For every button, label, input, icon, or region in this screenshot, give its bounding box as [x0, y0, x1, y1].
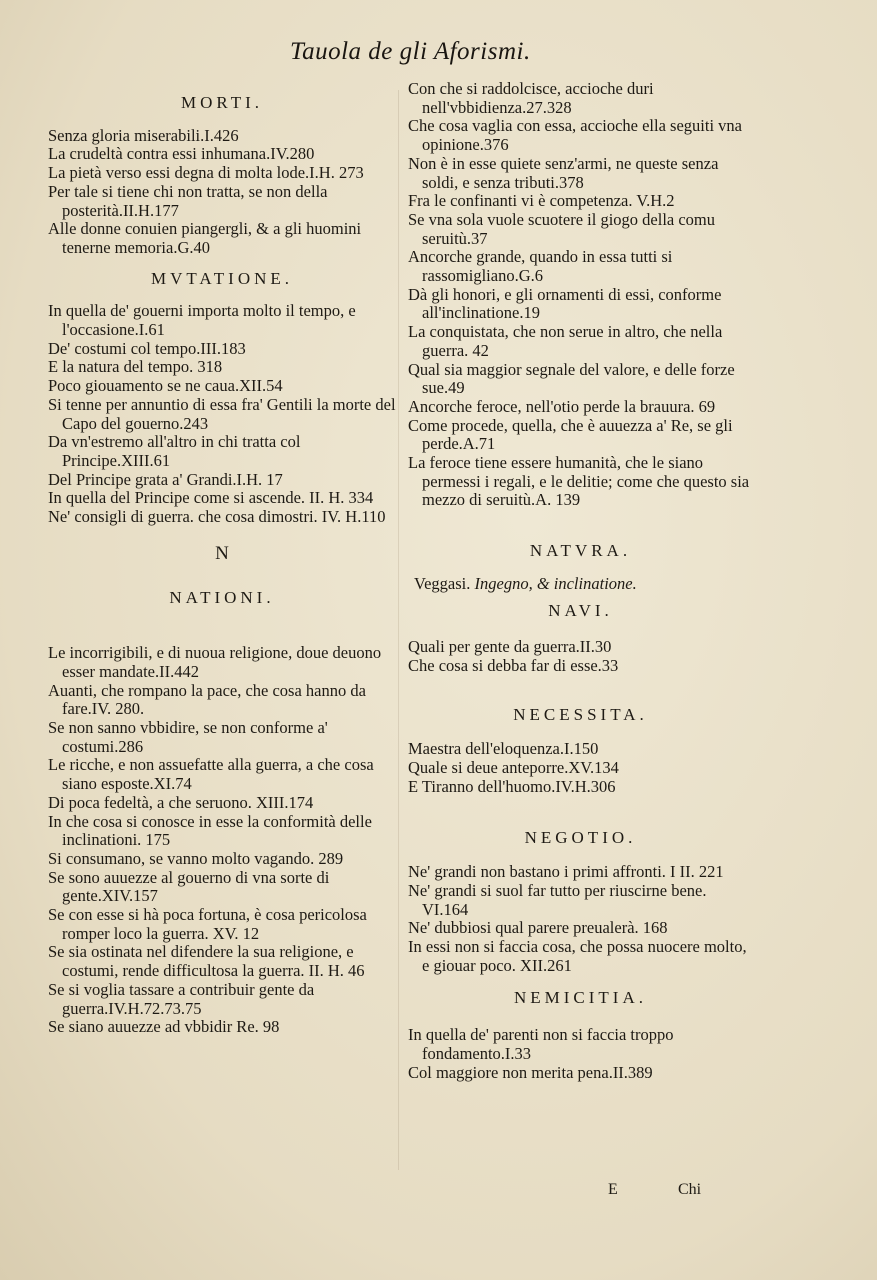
index-entry: Fra le confinanti vi è competenza. V.H.2	[408, 191, 675, 211]
index-entry: La conquistata, che non serue in altro, che nella guerra. 42	[408, 322, 723, 360]
index-entry: Non è in esse quiete senz'armi, ne queste senza soldi, e senza tributi.378	[408, 153, 719, 192]
index-entry: Ancorche grande, quando in essa tutti si rassomigliano.G.6	[408, 247, 673, 286]
index-entry: Maestra dell'eloquenza.I.150	[408, 739, 599, 759]
index-entry: Se vna sola vuole scuotere il giogo della comu seruitù.37	[408, 209, 716, 248]
section-heading-negotio: NEGOTIO.	[524, 827, 637, 847]
see-reference: Ingegno, & inclinatione.	[474, 573, 637, 593]
index-entry: Se con esse si hà poca fortuna, è cosa pericolosa romper loco la guerra. XV. 12	[48, 905, 367, 943]
index-entry: Se sono auuezze al gouerno di vna sorte di gente.XIV.157	[48, 867, 330, 906]
index-entry: In quella de' parenti non si faccia troppo fondamento.I.33	[408, 1025, 674, 1063]
running-head: Tauola de gli Aforismi.	[290, 38, 531, 65]
index-entry: Si tenne per annuntio di essa fra' Gentili la morte del Capo del gouerno.243	[48, 394, 396, 433]
index-entry: Quali per gente da guerra.II.30	[408, 637, 612, 657]
index-entry: E la natura del tempo. 318	[48, 357, 223, 377]
section-heading-morti: MORTI.	[180, 93, 263, 112]
index-entry: Per tale si tiene chi non tratta, se non della posterità.II.H.177	[48, 181, 328, 220]
index-entry: Del Principe grata a' Grandi.I.H. 17	[48, 469, 283, 489]
index-entry: Ancorche feroce, nell'otio perde la brauura. 69	[408, 396, 716, 416]
section-heading-natura: NATVRA.	[529, 541, 632, 561]
see-prefix: Veggasi.	[414, 573, 471, 593]
index-entry: Senza gloria miserabili.I.426	[48, 125, 239, 145]
index-entry: Si consumano, se vanno molto vagando. 289	[48, 848, 344, 868]
index-entry: Se si voglia tassare a contribuir gente da guerra.IV.H.72.73.75	[48, 979, 315, 1018]
index-entry: La feroce tiene essere humanità, che le siano permessi i regali, e le delitie; come che questo sia mezzo di seruitù.A. 139	[408, 453, 750, 510]
index-entry: La crudeltà contra essi inhumana.IV.280	[48, 144, 315, 164]
index-entry: Qual sia maggior segnale del valore, e delle forze sue.49	[408, 359, 735, 398]
index-entry: Le ricche, e non assuefatte alla guerra, a che cosa siano esposte.XI.74	[48, 755, 374, 794]
section-negotio	[408, 863, 753, 975]
section-morti	[48, 127, 396, 258]
section-mutatione	[48, 302, 396, 526]
catchword: Chi	[678, 1181, 702, 1198]
index-entry: Col maggiore non merita pena.II.389	[408, 1062, 653, 1082]
section-nationi-continued	[408, 80, 753, 510]
column-gutter	[398, 90, 399, 1170]
index-entry: In quella de' gouerni importa molto il tempo, e l'occasione.I.61	[48, 301, 356, 340]
index-entry: Se siano auuezze ad vbbidir Re. 98	[48, 1017, 280, 1037]
index-entry: Ne' grandi non bastano i primi affronti. I II. 221	[408, 862, 724, 882]
index-entry: Alle donne conuien piangergli, & a gli huomini tenerne memoria.G.40	[48, 219, 362, 257]
index-entry: Di poca fedeltà, a che seruono. XIII.174	[48, 792, 314, 812]
index-entry: Ne' dubbiosi qual parere preualerà. 168	[408, 918, 668, 938]
index-entry: Che cosa si debba far di esse.33	[408, 655, 619, 675]
index-entry: Auanti, che rompano la pace, che cosa hanno da fare.IV. 280.	[48, 680, 366, 719]
section-heading-mutatione: MVTATIONE.	[150, 268, 294, 288]
index-entry: In quella del Principe come si ascende. II. H. 334	[48, 488, 374, 508]
cross-reference	[408, 575, 753, 594]
index-entry: Da vn'estremo all'altro in chi tratta col Principe.XIII.61	[48, 432, 301, 470]
index-entry: Con che si raddolcisce, accioche duri nell'vbbidienza.27.328	[408, 79, 654, 117]
section-heading-navi: NAVI.	[548, 600, 613, 620]
right-column	[408, 80, 753, 1082]
index-entry: Se non sanno vbbidire, se non conforme a' costumi.286	[48, 717, 328, 756]
index-entry: Ne' consigli di guerra. che cosa dimostri. IV. H.110	[48, 507, 386, 527]
index-entry: Le incorrigibili, e di nuoua religione, doue deuono esser mandate.II.442	[48, 643, 382, 681]
index-entry: In che cosa si conosce in esse la conformità delle inclinationi. 175	[48, 811, 372, 850]
index-entry: Poco giouamento se ne caua.XII.54	[48, 376, 283, 396]
section-navi	[408, 638, 753, 675]
left-column	[48, 80, 396, 1037]
index-entry: Dà gli honori, e gli ornamenti di essi, conforme all'inclinatione.19	[408, 284, 722, 323]
section-heading-nationi: NATIONI.	[169, 588, 275, 608]
index-entry: E Tiranno dell'huomo.IV.H.306	[408, 776, 616, 796]
section-nationi	[48, 644, 396, 1037]
section-heading-nemicitia: NEMICITIA.	[513, 988, 647, 1008]
index-entry: In essi non si faccia cosa, che possa nuocere molto, e giouar poco. XII.261	[408, 937, 747, 975]
section-heading-necessita: NECESSITA.	[513, 704, 648, 724]
index-entry: Che cosa vaglia con essa, accioche ella seguiti vna opinione.376	[408, 116, 742, 155]
index-entry: De' costumi col tempo.III.183	[48, 338, 246, 358]
section-nemicitia	[408, 1026, 753, 1082]
index-entry: Quale si deue anteporre.XV.134	[408, 758, 619, 778]
signature-mark: E	[608, 1181, 618, 1198]
letter-heading: N	[215, 542, 229, 564]
index-entry: Se sia ostinata nel difendere la sua religione, e costumi, rende difficultosa la guerra. II. H. 46	[48, 942, 365, 981]
index-entry: Come procede, quella, che è auuezza a' Re, se gli perde.A.71	[408, 415, 733, 454]
index-entry: Ne' grandi si suol far tutto per riuscirne bene. VI.164	[408, 880, 707, 919]
index-entry: La pietà verso essi degna di molta lode.I.H. 273	[48, 163, 364, 183]
section-necessita	[408, 740, 753, 796]
